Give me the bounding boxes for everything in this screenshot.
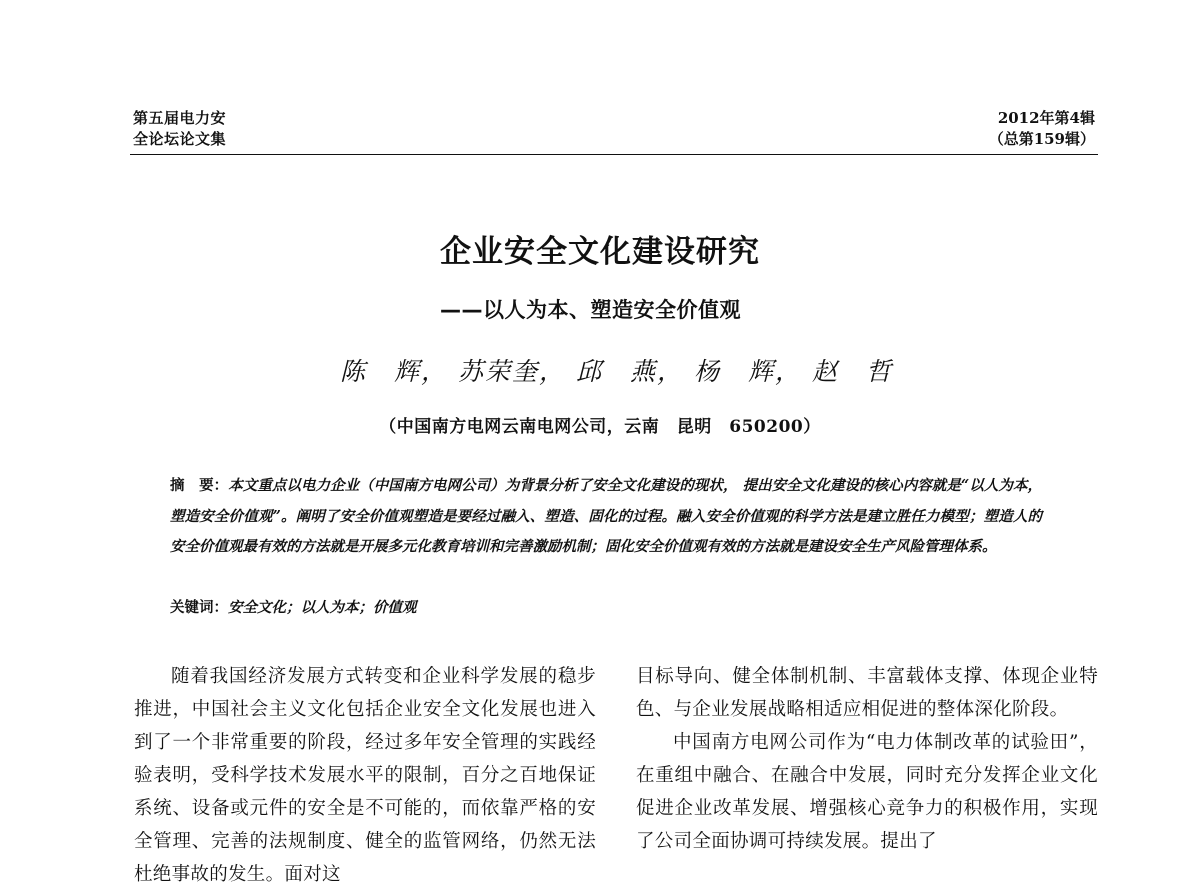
journal-header-right (989, 108, 1095, 150)
author-separator: ， (539, 357, 567, 386)
author-name: 陈 辉 (340, 357, 422, 386)
abstract-label: 摘 要： (170, 477, 229, 494)
journal-name-line1: 第五届电力安 (133, 109, 227, 127)
author-affiliation: （中国南方电网云南电网公司，云南 昆明 650200） (379, 417, 821, 437)
journal-name-line2: 全论坛论文集 (133, 130, 227, 148)
body-paragraph: 目标导向、健全体制机制、丰富载体支撑、体现企业特色、与企业发展战略相适应相促进的整体深化阶段。 (636, 666, 1098, 720)
author-name: 苏荣奎 (457, 357, 539, 386)
author-name: 杨 辉 (693, 357, 775, 386)
author-name: 邱 燕 (575, 357, 657, 386)
author-list (340, 352, 893, 388)
author-separator: ， (421, 357, 449, 386)
body-column-right (636, 660, 1098, 858)
author-name: 赵 哲 (811, 357, 893, 386)
paper-subtitle: ——以人为本、塑造安全价值观 (440, 298, 741, 322)
header-rule (130, 154, 1098, 155)
body-column-left (134, 660, 596, 891)
abstract-text: 本文重点以电力企业（中国南方电网公司）为背景分析了安全文化建设的现状， 提出安全文化建设的核心内容就是“以人为本，塑造安全价值观”。阐明了安全价值观塑造是要经过融入、塑造、固化的过程。融入安全价值观的科学方法是建立胜任力模型；塑造人的安全价值观最有效的方法就是开展多元化教育培训和完善激励机制；固化安全价值观有效的方法就是建设安全生产风险管理体系。 (170, 477, 1043, 555)
abstract (170, 471, 1042, 563)
body-paragraph: 中国南方电网公司作为“电力体制改革的试验田”，在重组中融合、在融合中发展，同时充分发挥企业文化促进企业改革发展、增强核心竞争力的积极作用，实现了公司全面协调可持续发展。提出了 (636, 732, 1098, 852)
body-paragraph: 随着我国经济发展方式转变和企业科学发展的稳步推进，中国社会主义文化包括企业安全文化发展也进入到了一个非常重要的阶段，经过多年安全管理的实践经验表明，受科学技术发展水平的限制，百分之百地保证系统、设备或元件的安全是不可能的，而依靠严格的安全管理、完善的法规制度、健全的监管网络，仍然无法杜绝事故的发生。面对这 (134, 666, 596, 885)
author-separator: ， (656, 357, 684, 386)
author-separator: ， (774, 357, 802, 386)
keywords (170, 593, 417, 623)
paper-title: 企业安全文化建设研究 (440, 234, 760, 270)
journal-header-left (133, 108, 226, 150)
issue-number: 2012年第4辑 (997, 109, 1095, 127)
keywords-label: 关键词： (170, 599, 228, 616)
keywords-text: 安全文化；以人为本；价值观 (228, 599, 417, 616)
issue-total-number: （总第159辑） (988, 130, 1095, 148)
